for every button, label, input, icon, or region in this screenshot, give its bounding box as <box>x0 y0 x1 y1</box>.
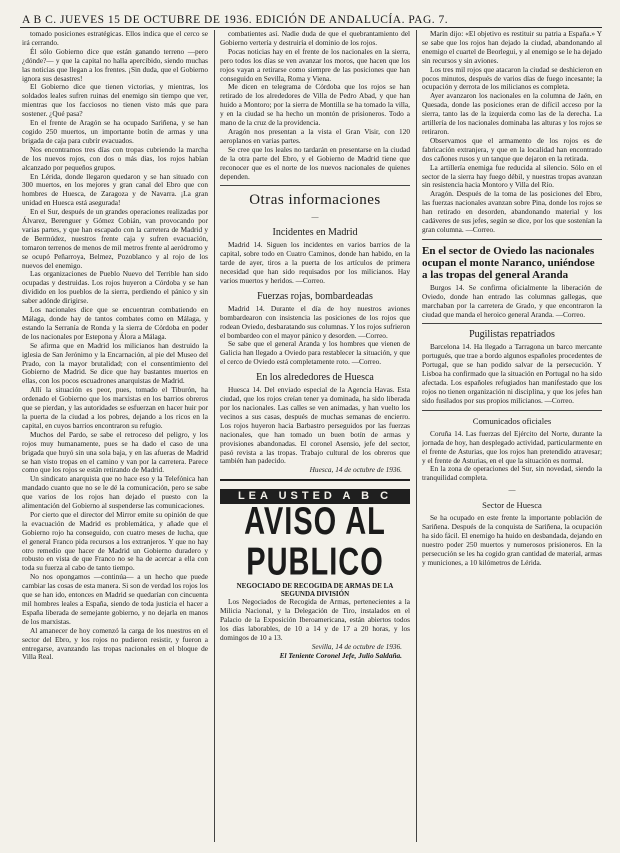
section-rule <box>422 239 602 240</box>
notice-title: AVISO AL PUBLICO <box>244 500 386 585</box>
article-paragraph: Huesca 14. Del enviado especial de la Agencia Havas. Esta ciudad, que los rojos creían tener ya dominada, ha sido liberada por los nacionales. Las calles se ven animadas, y han vuelto los vecinos a sus casas, después de muchas semanas de encierro. Los rojos huyeron hacia Barbastro perseguidos por las fuerzas nacionales, que han tomado un buen botín de armas y provisiones abandonadas. El coronel Asensio, jefe del sector, pasó revista a las tropas. Trabajo cultural de los obreros que también han padecido. <box>220 385 410 466</box>
article-paragraph: Se ha ocupado en este frente la importante población de Sariñena. Después de la conquista de Sariñena, la ocupación ha sido fácil. El enemigo ha huido en desbandada, dejando en nuestro poder 250 muertos y numerosos prisioneros. En la persecución se les ha cogido gran cantidad de material, armas y municiones, a 10 kilómetros de Lérida. <box>422 513 602 567</box>
notice-date: Sevilla, 14 de octubre de 1936. <box>311 641 402 651</box>
promo-banner: LEA USTED A B C <box>220 489 410 504</box>
article-paragraph: En la zona de operaciones del Sur, sin novedad, siendo la tranquilidad completa. <box>422 464 602 483</box>
article-paragraph: Aragón nos presentan a la vista el Gran Visir, con 120 aeroplanos en varias partes. <box>220 126 410 145</box>
section-rule <box>220 479 410 481</box>
article-paragraph: Un sindicato anarquista que no hace eso y la Telefónica han mandado cuanto que no se le dé la comunicación, pero se sabe que varios de los rojos han dejado el puesto con la alimentación del Gobierno al suspenderse las comunicaciones. <box>22 474 208 511</box>
section-title: Otras informaciones <box>249 192 381 209</box>
column-divider <box>416 30 417 842</box>
article-paragraph: Observamos que el armamento de los rojos es de fabricación extranjera, y que en la localidad han encontrado dos cañones rusos y un tanque que dejaron en la retirada. <box>422 135 602 163</box>
article-paragraph: La artillería enemiga fue reducida al silencio. Sólo en el sector de la sierra hay fuego débil, y nuestras tropas avanzan sin resistencia hacia Montoro y Villa del Río. <box>422 162 602 190</box>
article-paragraph: Me dicen en telegrama de Córdoba que los rojos se han retirado de los alrededores de Villa de Pedro Abad, y que han huido a Montoro; por la sierra de Montilla se ha tomado la villa, y en la ciudad se ha hecho un montón de prisioneros. Todo a mano de la cruz de la providencia. <box>220 82 410 128</box>
article-headline: Comunicados oficiales <box>472 415 552 426</box>
article-paragraph: Ayer avanzaron los nacionales en la columna de Jaén, en Quesada, donde las posiciones eran de difícil acceso por la sierra, tanto las de la izquierda como las de la derecha. La artillería de los nacionales dominaba las alturas y los rojos se retiraron. <box>422 91 602 136</box>
section-separator: — <box>311 213 319 222</box>
article-paragraph: Se sabe que el general Aranda y los hombres que vienen de Galicia han llegado a Oviedo para restablecer la situación, y que el cerco de Oviedo está completamente roto. —Correo. <box>220 339 410 367</box>
article-headline: Fuerzas rojas, bombardeadas <box>257 290 373 302</box>
article-paragraph: Por cierto que el director del Mirror emite su opinión de que la evacuación de Madrid es problemática, y añade que el Gobierno rojo ha conseguido, con cuatro meses de lucha, que el general Franco pida recursos a los extranjeros. Y que no hay otro remedio que hacer de Madrid un Gobierno duradero y robusto en vista de que Franco no se ha de acercar a ella con toda su fuerza al cabo de tanto tiempo. <box>22 509 208 573</box>
column-2 <box>220 30 410 840</box>
column-3 <box>422 30 602 840</box>
article-paragraph: Coruña 14. Las fuerzas del Ejército del Norte, durante la jornada de hoy, han desplegado actividad, particularmente en el frente de Asturias, que los rojos han pretendido atravesar; y el frente de Asturias, en el que la situación es normal. <box>422 428 602 465</box>
section-rule <box>422 323 602 324</box>
article-paragraph: En el Sur, después de un grandes operaciones realizadas por Álvarez, Berenguer y Gómez Cobián, van provocando por varias partes, y que han escapado con la carretera de Madrid y de Bermúdez, nuestros frente caja y sufren evacuación, tomaron terrenos de menos de mil metros frente al aeródromo y se ocupó Peñarroya, Belmez, Pozoblanco y al rojo de los nuevos del enemigo. <box>22 207 208 270</box>
article-paragraph: Nos encontramos tres días con tropas cubriendo la marcha de los nuevos rojos, con dos o más días, los rojos habían alcanzado por pequeños grupos. <box>22 144 208 172</box>
header-rule <box>20 27 602 28</box>
article-paragraph: Al amanecer de hoy comenzó la carga de los nuestros en el sector del Ebro, y los rojos no pudieron resistir, y fueron a entregarse, avanzando las tropas nacionales en el bloque de Villa Real. <box>22 625 208 662</box>
header-title: A B C. JUEVES 15 DE OCTUBRE DE 1936. EDICIÓN DE ANDALUCÍA. PAG. 7. <box>22 14 449 26</box>
article-paragraph: Marín dijo: «El objetivo es restituir su patria a España.» Y se sabe que los rojos han dejado la ciudad, abandonando al enemigo el cuartel de Beorlegui, y al enemigo se le ha dejado sin recursos y sin aviones. <box>422 30 602 65</box>
notice-body: Los Negociados de Recogida de Armas, pertenecientes a la Milicia Nacional, y la Delegación de Tiro, instalados en el Palacio de la Exposición Iberoamericana, están abiertos todos los días laborables, de 10 a 14 y de 17 a 20 horas, y los domingos de 10 a 13. <box>220 597 410 642</box>
notice-signature: El Teniente Coronel Jefe, Julio Saldaña. <box>279 650 402 660</box>
article-paragraph: Se cree que los leales no tardarán en presentarse en la ciudad de la otra parte del Ebro, y el Gobierno de Madrid tiene que reconocer que es el norte de los nuevos nacionales de quienes dependen. <box>220 144 410 181</box>
article-paragraph: Aragón. Después de la toma de las posiciones del Ebro, las fuerzas nacionales avanzan sobre Pina, donde los rojos se han retirado en desorden, abandonando material y los cadáveres de sus jefes, según se dice, por los que sostenían la gran columna. —Correo. <box>422 189 602 234</box>
article-paragraph: Allí la situación es peor, pues, tomado el Tiburón, ha ordenado el Gobierno que los marxistas en los barrios obreros que se pierdan, y las autoridades se esfuerzan en hacer huir por la puerta de la ciudad a los pobres, dejando a los ricos en la capital, en cuyos barrios encontraron su refugio. <box>22 385 208 430</box>
article-paragraph: Los tres mil rojos que atacaron la ciudad se deshicieron en pocos minutos, después de varios días de fuego incesante; la ocupación y derrota de los milicianos es completa. <box>422 64 602 92</box>
article-paragraph: Muchos del Pardo, se sabe el retroceso del peligro, y los rojos muy humanamente, pues se ha dado el caso de una brigada que huyó sin una sola baja, y en las afueras de Madrid se han visto tropas en el camino y van por la carretera. Parece como que los rojos se están retirando de Madrid. <box>22 429 208 475</box>
article-paragraph: tomado posiciones estratégicas. Ellos indica que el cerco se irá cerrando. <box>22 30 208 47</box>
article-paragraph: En el frente de Aragón se ha ocupado Sariñena, y se han cogido 250 muertos, un importante botín de armas y una brigada de caja para cubrir evacuados. <box>22 118 208 145</box>
article-paragraph: Madrid 14. Durante el día de hoy nuestros aviones bombardearon con insistencia las posiciones de los rojos que rodean Oviedo, desbaratando sus columnas. Y los rojos sufrieron el bombardeo con el mayor pánico y desorden. —Correo. <box>220 303 410 340</box>
article-dateline: Huesca, 14 de octubre de 1936. <box>309 465 402 475</box>
article-headline: En el sector de Oviedo las nacionales ocupan el monte Naranco, uniéndose a las tropas del general Aranda <box>422 244 595 281</box>
section-rule <box>220 185 410 186</box>
notice-subtitle: NEGOCIADO DE RECOGIDA DE ARMAS DE LA SEGUNDA DIVISIÓN <box>236 582 394 599</box>
article-paragraph: Los nacionales dice que se encuentran combatiendo en Málaga, donde hay de tantos combates como en Málaga, y estando la Serranía de Ronda y la sierra de Córdoba en poder de los nacionales por Estepona y Álora a Málaga. <box>22 305 208 341</box>
article-paragraph: Él sólo Gobierno dice que están ganando terreno —pero ¿dónde?— y que la capital no halla apercibido, siendo muchas las noticias que llegan a los frentes. ¡Sin duda, que el Gobierno ignora sus desastres! <box>22 46 208 83</box>
article-paragraph: Madrid 14. Siguen los incidentes en varios barrios de la capital, sobre todo en Cuatro Caminos, donde han habido, en la tarde de ayer, tiros a la puerta de los artículos de primera necesidad que han sido requisados por los milicianos. Hay varios muertos y heridos. —Correo. <box>220 240 410 285</box>
section-rule <box>422 410 602 411</box>
article-paragraph: Pocas noticias hay en el frente de los nacionales en la sierra, pero todos los días se ven avanzar los moros, que hacen que los rojos vayan a retirarse como siempre de las posiciones que han conseguido en Sevilla, Roma y Viena. <box>220 46 410 83</box>
column-1 <box>22 30 208 840</box>
article-paragraph: Barcelona 14. Ha llegado a Tarragona un barco mercante portugués, que trae a bordo algunos españoles procedentes de Portugal, que se han podido salvar de la persecución. Y Lisboa ha confirmado que la situación en Portugal no ha sido afectada. Los españoles refugiados han manifestado que los rojos no tienen organización ni disciplina, y que los jefes han sido fusilados por sus propios milicianos. —Correo. <box>422 342 602 405</box>
article-paragraph: combatientes así. Nadie duda de que el quebrantamiento del Gobierno vertería y destruiría el dominio de los rojos. <box>220 30 410 47</box>
article-headline: Sector de Huesca <box>482 500 542 511</box>
article-paragraph: Burgos 14. Se confirma oficialmente la liberación de Oviedo, donde han entrado las columnas gallegas, que marchaban por la carretera de Grado, y que encontraron la ciudad que manda el heroico general Aranda. —Correo. <box>422 282 602 319</box>
page-header <box>22 4 600 26</box>
article-paragraph: El Gobierno dice que tienen victorias, y mientras, los soldados leales sufren ruinas del enemigo sin tiempo que ver, mientras que los facciosos no tienen visto más que para sostener. ¿Qué pasa? <box>22 82 208 119</box>
column-divider <box>214 30 215 842</box>
article-headline: Incidentes en Madrid <box>272 227 358 239</box>
article-headline: Pugilistas repatriados <box>469 329 555 341</box>
article-paragraph: En Lérida, donde llegaron quedaron y se han situado con 300 muertos, en los mejores y gran canal del Ebro que con hombres de Huesca, de Zaragoza y de Navarra. ¡La gran unidad en Huesca está asegurada! <box>22 171 208 208</box>
article-paragraph: Las organizaciones de Pueblo Nuevo del Terrible han sido ocupadas y destruidas. Los rojos huyeron a Córdoba y se han dividido en los pueblos de la sierra, perdiendo el pánico y sin saber adónde dirigirse. <box>22 269 208 306</box>
article-paragraph: No nos opongamos —continúa— a un hecho que puede cambiar las cosas de esta manera. Si son de verdad los rojos los que se han ido, entonces en Madrid se quedarían con cincuenta mil hombres leales a España, siendo de toda justicia el hacer a España liberada de semejante gobierno, y no dejarla en manos de los marxistas. <box>22 572 208 626</box>
article-paragraph: Se afirma que en Madrid los milicianos han destruido la iglesia de San Jerónimo y la Encarnación, al pie del Museo del Prado, con la mayor brutalidad; con el consentimiento del Gobierno de Madrid. Se dice que hay bastantes muertos en ellas, con los pocos escuadrones anarquistas de Madrid. <box>22 340 208 386</box>
article-headline: En los alrededores de Huesca <box>256 372 374 384</box>
section-separator: — <box>508 486 516 495</box>
